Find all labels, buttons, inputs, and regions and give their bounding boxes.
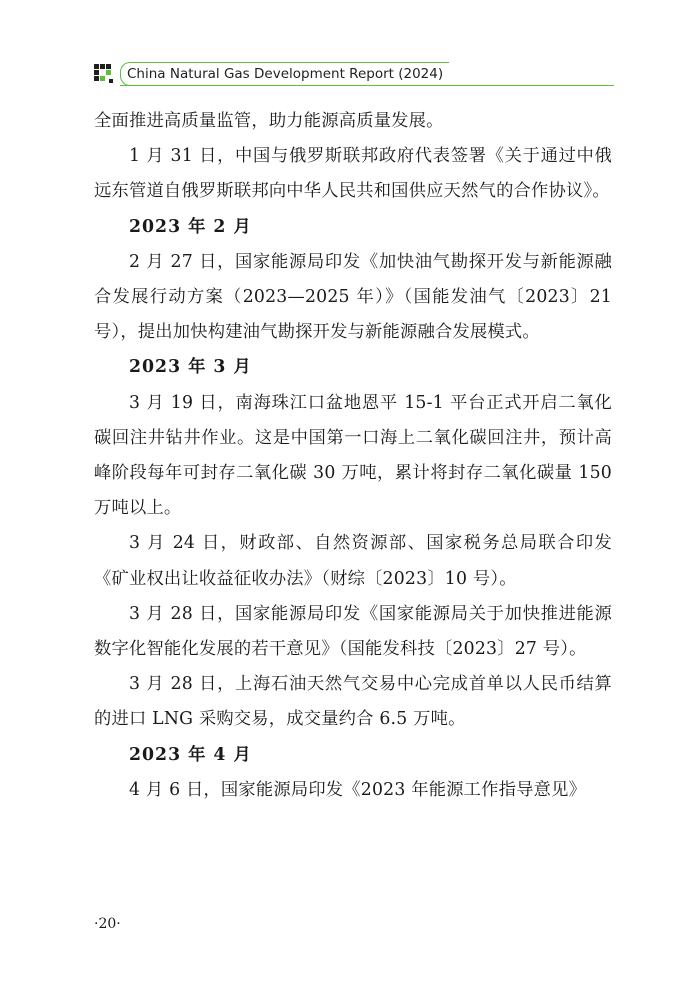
paragraph: 3 月 28 日，上海石油天然气交易中心完成首单以人民币结算的进口 LNG 采购交易，成交量约合 6.5 万吨。 <box>94 674 612 730</box>
paragraph: 1 月 31 日，中国与俄罗斯联邦政府代表签署《关于通过中俄远东管道自俄罗斯联邦向中华人民共和国供应天然气的合作协议》。 <box>94 146 612 202</box>
page-body <box>94 104 612 808</box>
running-header <box>94 62 614 86</box>
month-heading: 2023 年 2 月 <box>129 216 252 237</box>
green-pixel-logo-icon <box>94 64 114 84</box>
paragraph: 4 月 6 日，国家能源局印发《2023 年能源工作指导意见》 <box>129 779 587 800</box>
header-divider <box>120 85 614 86</box>
paragraph: 2 月 27 日，国家能源局印发《加快油气勘探开发与新能源融合发展行动方案（2023—2025 年）》（国能发油气〔2023〕21 号），提出加快构建油气勘探开发与新能源融合发展模式。 <box>94 251 612 343</box>
paragraph: 全面推进高质量监管，助力能源高质量发展。 <box>94 111 444 131</box>
report-title: China Natural Gas Development Report (2024) <box>120 62 449 86</box>
month-heading: 2023 年 3 月 <box>129 357 252 378</box>
paragraph: 3 月 28 日，国家能源局印发《国家能源局关于加快推进能源数字化智能化发展的若干意见》（国能发科技〔2023〕27 号）。 <box>94 603 612 660</box>
paragraph: 3 月 24 日，财政部、自然资源部、国家税务总局联合印发《矿业权出让收益征收办法》（财综〔2023〕10 号）。 <box>94 533 612 589</box>
month-heading: 2023 年 4 月 <box>129 744 252 765</box>
paragraph: 3 月 19 日，南海珠江口盆地恩平 15-1 平台正式开启二氧化碳回注井钻井作业。这是中国第一口海上二氧化碳回注井，预计高峰阶段每年可封存二氧化碳 30 万吨，累计将封存二氧化碳量 150 万吨以上。 <box>94 392 612 519</box>
page-number: ·20· <box>94 916 121 932</box>
